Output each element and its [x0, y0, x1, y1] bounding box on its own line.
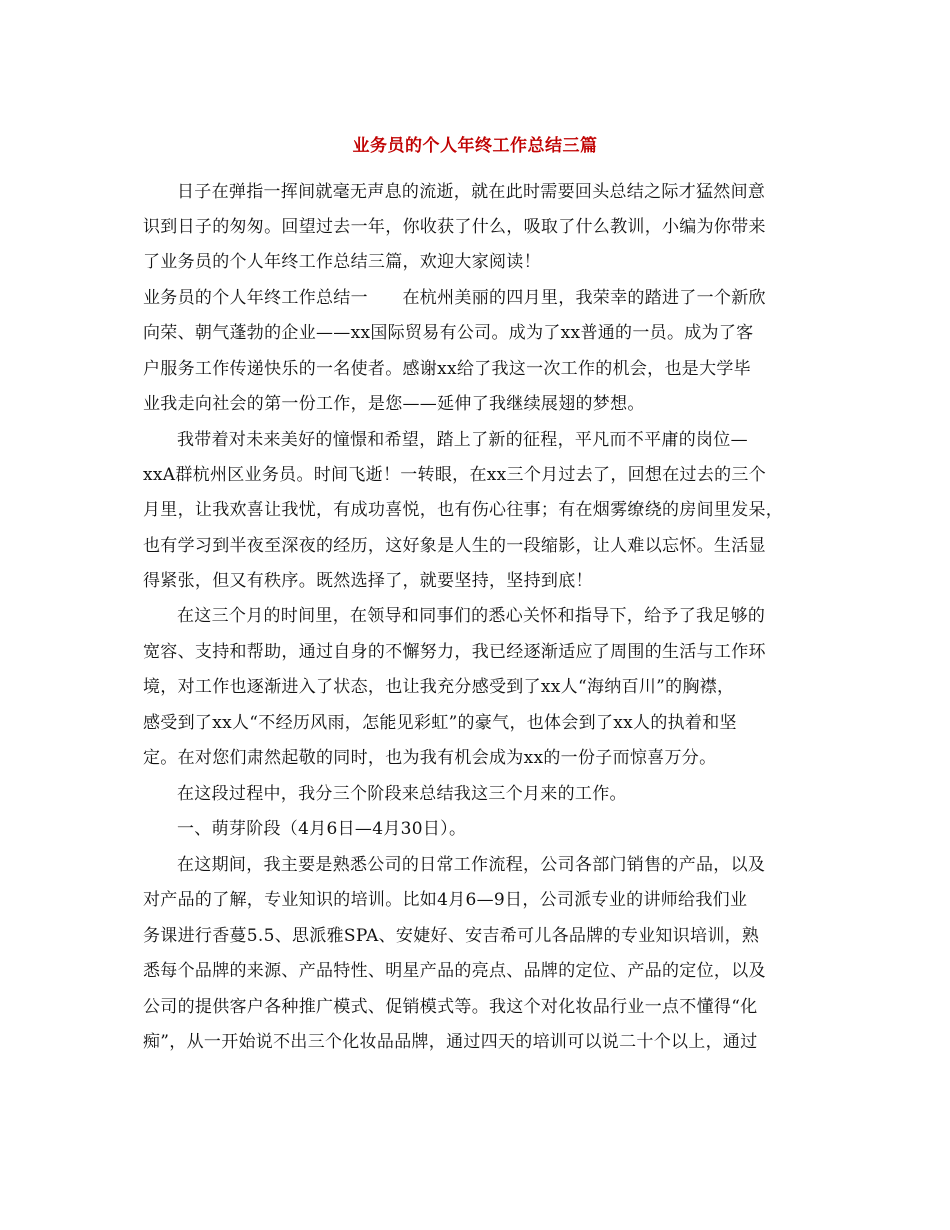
body-line: 在这段过程中，我分三个阶段来总结我这三个月来的工作。: [177, 784, 627, 804]
body-line: 一、萌芽阶段（4月6日—4月30日）。: [177, 819, 467, 839]
body-line: 了业务员的个人年终工作总结三篇，欢迎大家阅读！: [143, 252, 541, 272]
body-line: 在这期间，我主要是熟悉公司的日常工作流程，公司各部门销售的产品，以及: [177, 855, 766, 875]
body-line: xxA群杭州区业务员。时间飞逝！一转眼，在xx三个月过去了，回想在过去的三个: [143, 465, 767, 485]
body-line: 月里，让我欢喜让我忧，有成功喜悦，也有伤心往事；有在烟雾缭绕的房间里发呆，: [143, 500, 784, 520]
body-line: 公司的提供客户各种推广模式、促销模式等。我这个对化妆品行业一点不懂得“化: [143, 997, 758, 1017]
body-line: 日子在弹指一挥间就毫无声息的流逝，就在此时需要回头总结之际才猛然间意: [177, 182, 766, 202]
body-line: 识到日子的匆匆。回望过去一年，你收获了什么，吸取了什么教训，小编为你带来: [143, 217, 766, 237]
body-line: 我带着对未来美好的憧憬和希望，踏上了新的征程，平凡而不平庸的岗位—: [177, 430, 748, 450]
body-line: 悉每个品牌的来源、产品特性、明星产品的亮点、品牌的定位、产品的定位，以及: [143, 961, 766, 981]
body-line: 向荣、朝气蓬勃的企业——xx国际贸易有公司。成为了xx普通的一员。成为了客: [143, 323, 754, 343]
body-line: 对产品的了解，专业知识的培训。比如4月6—9日，公司派专业的讲师给我们业: [143, 890, 748, 910]
body-line: 在这三个月的时间里，在领导和同事们的悉心关怀和指导下，给予了我足够的: [177, 606, 766, 626]
body-line: 痴”，从一开始说不出三个化妆品品牌，通过四天的培训可以说二十个以上，通过: [143, 1032, 758, 1052]
body-line: 宽容、支持和帮助，通过自身的不懈努力，我已经逐渐适应了周围的生活与工作环: [143, 642, 766, 662]
body-line: 业我走向社会的第一份工作，是您——延伸了我继续展翅的梦想。: [143, 394, 645, 414]
document-title: 业务员的个人年终工作总结三篇: [352, 136, 598, 156]
body-line: 也有学习到半夜至深夜的经历，这好象是人生的一段缩影，让人难以忘怀。生活显: [143, 536, 766, 556]
body-line: 得紧张，但又有秩序。既然选择了，就要坚持，坚持到底！: [143, 571, 593, 591]
body-line: 务课进行香蔓5.5、思派雅SPA、安婕好、安吉希可儿各品牌的专业知识培训，熟: [143, 926, 760, 946]
body-line: 业务员的个人年终工作总结一 在杭州美丽的四月里，我荣幸的踏进了一个新欣: [143, 288, 766, 308]
body-line: 定。在对您们肃然起敬的同时，也为我有机会成为xx的一份子而惊喜万分。: [143, 748, 717, 768]
body-line: 感受到了xx人“不经历风雨，怎能见彩虹”的豪气，也体会到了xx人的执着和坚: [143, 713, 737, 733]
body-line: 户服务工作传递快乐的一名使者。感谢xx给了我这一次工作的机会，也是大学毕: [143, 359, 751, 379]
body-line: 境，对工作也逐渐进入了状态，也让我充分感受到了xx人“海纳百川”的胸襟，: [143, 677, 735, 697]
